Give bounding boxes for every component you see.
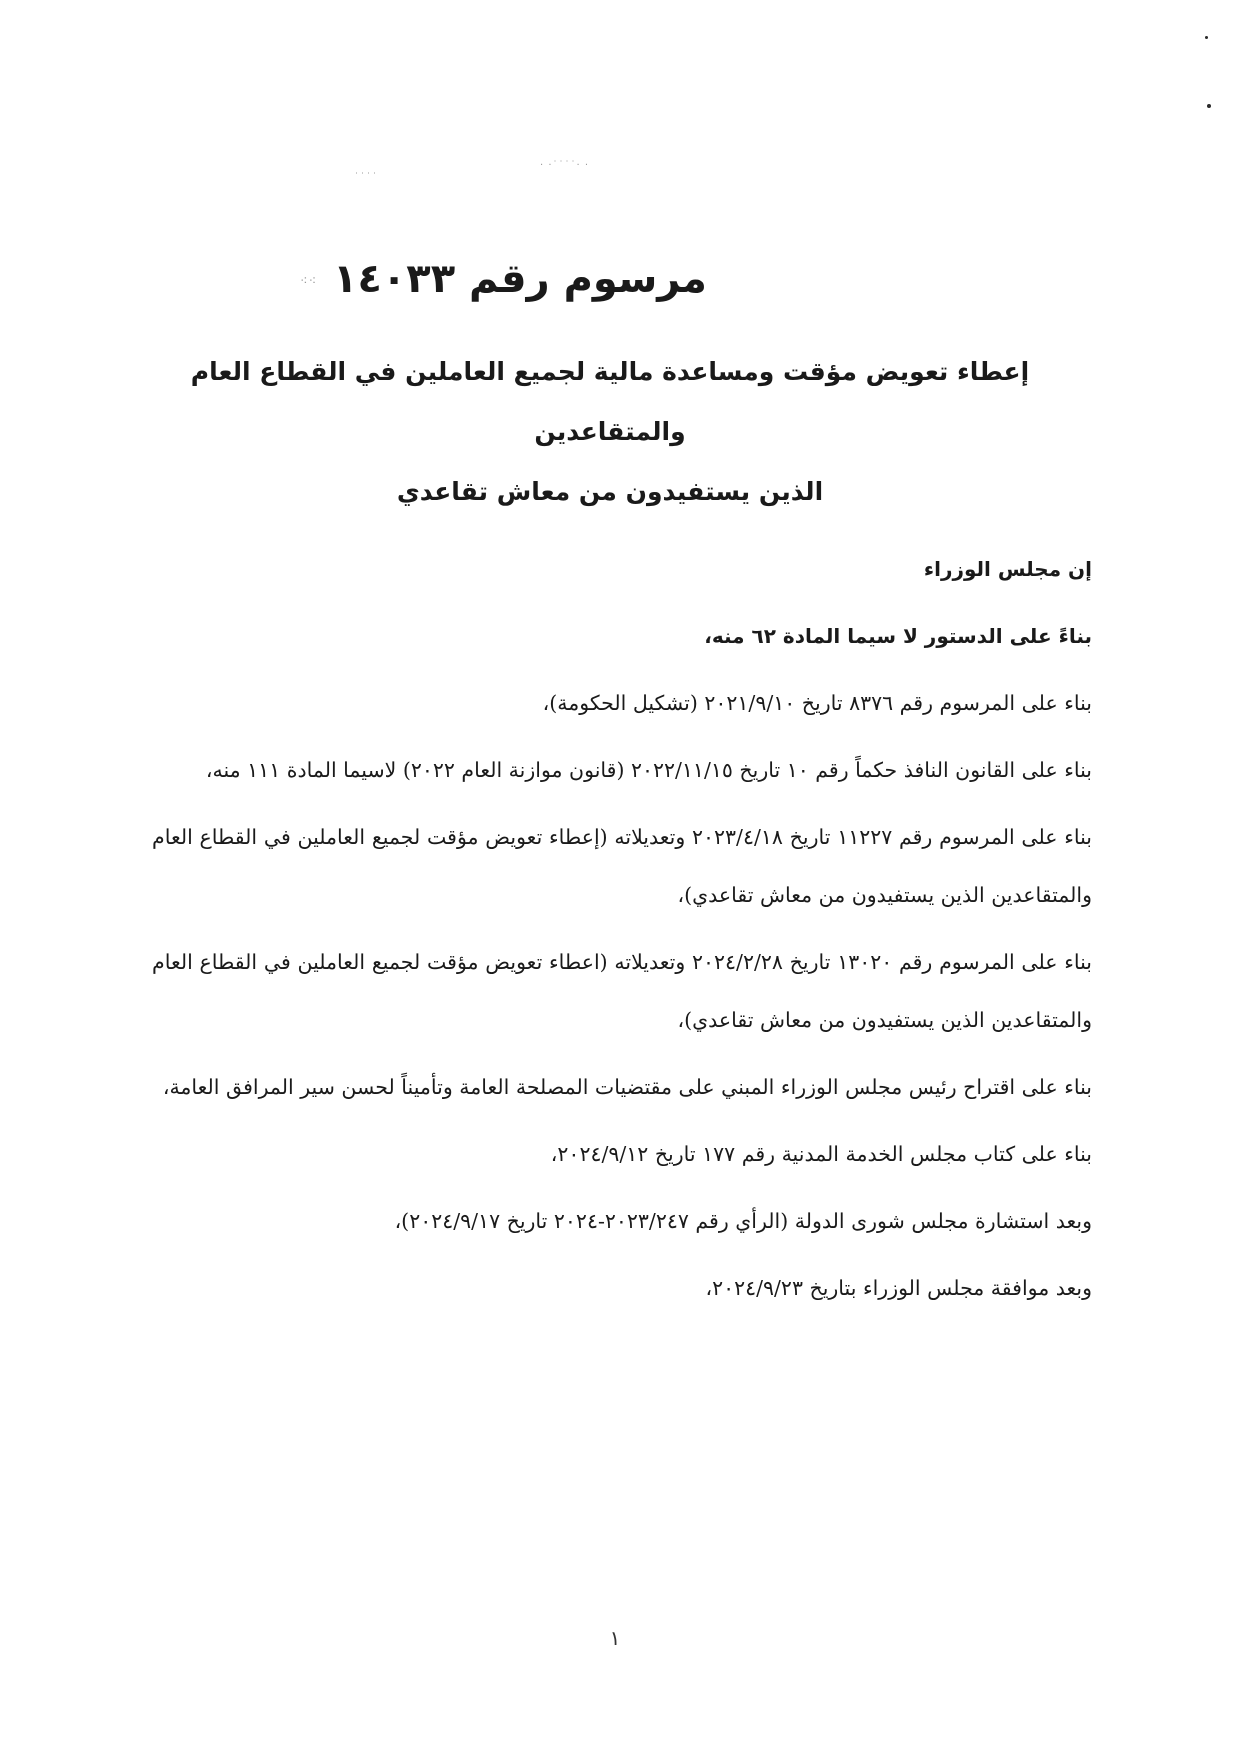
scan-smudge: ˙˙˙˙	[354, 172, 378, 183]
subject-line-1: إعطاء تعويض مؤقت ومساعدة مالية لجميع العاملين في القطاع العام والمتقاعدين	[190, 357, 1030, 446]
preamble-decree-13020: بناء على المرسوم رقم ١٣٠٢٠ تاريخ ٢٠٢٤/٢/٢٨ وتعديلاته (اعطاء تعويض مؤقت لجميع العاملين في القطاع العام والمتقاعدين الذين يستفيدون من معاش تقاعدي)،	[152, 950, 1092, 1032]
preamble-pm-proposal: بناء على اقتراح رئيس مجلس الوزراء المبني على مقتضيات المصلحة العامة وتأميناً لحسن سير المرافق العامة،	[162, 1075, 1092, 1099]
preamble-budget-law: بناء على القانون النافذ حكماً رقم ١٠ تاريخ ٢٠٢٢/١١/١٥ (قانون موازنة العام ٢٠٢٢) لاسيما المادة ١١١ منه،	[205, 758, 1092, 782]
decree-subject	[150, 342, 1070, 522]
preamble-civil-service-letter: بناء على كتاب مجلس الخدمة المدنية رقم ١٧٧ تاريخ ٢٠٢٤/٩/١٢،	[550, 1142, 1092, 1166]
scan-speck	[1207, 104, 1211, 108]
decree-body	[152, 540, 1092, 1317]
preamble-decree-11227: بناء على المرسوم رقم ١١٢٢٧ تاريخ ٢٠٢٣/٤/١٨ وتعديلاته (إعطاء تعويض مؤقت لجميع العاملين في القطاع العام والمتقاعدين الذين يستفيدون من معاش تقاعدي)،	[152, 825, 1092, 907]
page-number: ١	[609, 1626, 621, 1650]
opening-line: إن مجلس الوزراء	[923, 557, 1092, 581]
preamble-council-approval: وبعد موافقة مجلس الوزراء بتاريخ ٢٠٢٤/٩/٢٣،	[705, 1276, 1092, 1300]
scan-smudge: · ·˙˙˙˙· ·	[540, 160, 590, 171]
decree-title: مرسوم رقم ١٤٠٣٣	[333, 256, 707, 302]
scan-speck	[1205, 36, 1208, 39]
preamble-constitution: بناءً على الدستور لا سيما المادة ٦٢ منه،	[704, 624, 1092, 648]
preamble-government-decree: بناء على المرسوم رقم ٨٣٧٦ تاريخ ٢٠٢١/٩/١٠ (تشكيل الحكومة)،	[542, 691, 1092, 715]
subject-line-2: الذين يستفيدون من معاش تقاعدي	[396, 477, 824, 506]
scan-smudge: ⁖⁖	[300, 274, 318, 289]
preamble-state-council-opinion: وبعد استشارة مجلس شورى الدولة (الرأي رقم ٢٠٢٣/٢٤٧-٢٠٢٤ تاريخ ٢٠٢٤/٩/١٧)،	[394, 1209, 1092, 1233]
